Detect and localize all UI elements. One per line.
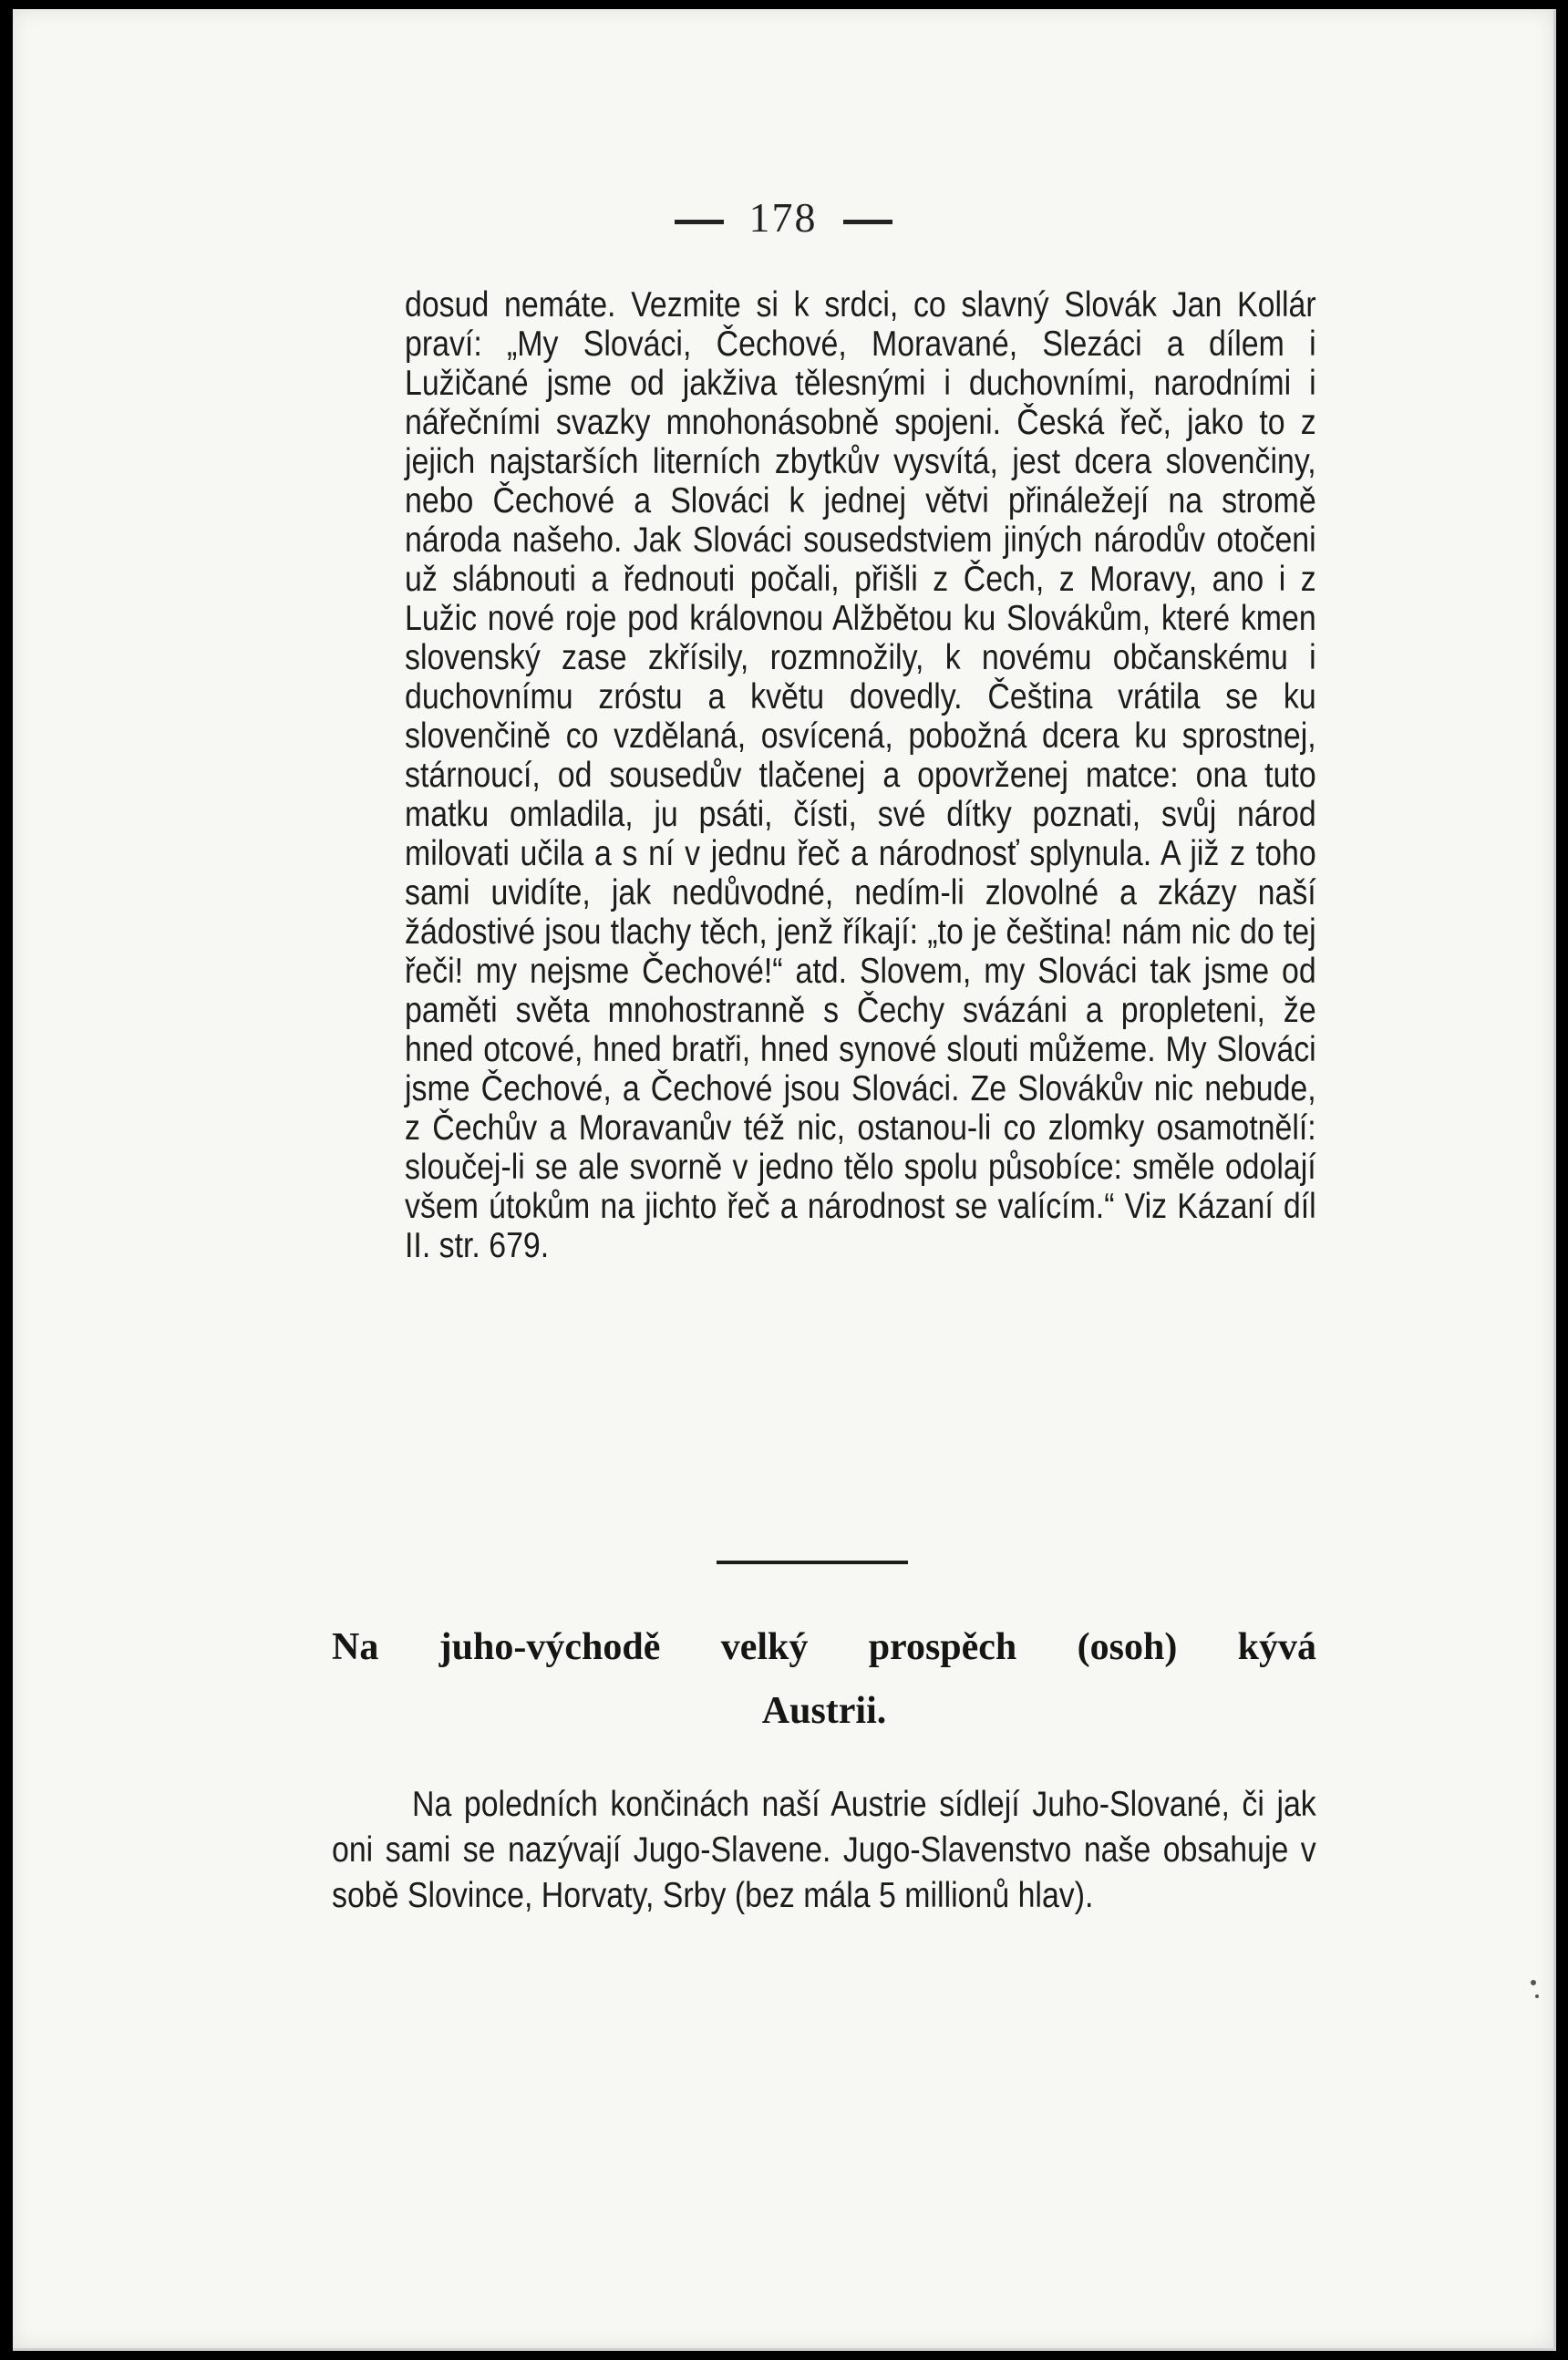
section-heading-line-1: Na juho-východě velký prospěch (osoh) kývá	[332, 1626, 1316, 1668]
page-number: 178	[748, 194, 818, 241]
book-page	[13, 9, 1556, 2351]
section-paragraph: Na poledních končinách naší Austrie sídlejí Juho-Slované, či jak oni sami se nazývají Jugo-Slavene. Jugo-Slavenstvo naše obsahuje v sobě Slovince, Horvaty, Srby (bez mála 5 millionů hlav).	[332, 1785, 1316, 1915]
body-text-block	[405, 285, 1316, 1265]
paper-speck	[1535, 1994, 1539, 1998]
body-paragraph: dosud nemáte. Vezmite si k srdci, co slavný Slovák Jan Kollár praví: „My Slováci, Čechové, Moravané, Slezáci a dílem i Lužičané jsme od jakživa tělesnými i duchovními, narodními i nářečními svazky mnohonásobně spojeni. Česká řeč, jako to z jejich najstarších literních zbytkův vysvítá, jest dcera slovenčiny, nebo Čechové a Slováci k jednej větvi přináležejí na stromě národa našeho. Jak Slováci sousedstviem jiných národův otočeni už slábnouti a řednouti počali, přišli z Čech, z Moravy, ano i z Lužic nové roje pod královnou Alžbětou ku Slovákům, které kmen slovenský zase zkřísily, rozmnožily, k novému občanskému i duchovnímu zróstu a květu dovedly. Čeština vrátila se ku slovenčině co vzdělaná, osvícená, pobožná dcera ku sprostnej, stárnoucí, od sousedův tlačenej a opovrženej matce: ona tuto matku omladila, ju psáti, čísti, své dítky poznati, svůj národ milovati učila a s ní v jednu řeč a národnosť splynula. A již z toho sami uvidíte, jak nedůvodné, nedím-li zlovolné a zkázy naší žádostivé jsou tlachy těch, jenž říkají: „to je čeština! nám nic do tej řeči! my nejsme Čechové!“ atd. Slovem, my Slováci tak jsme od paměti světa mnohostranně s Čechy svázáni a propleteni, že hned otcové, hned bratři, hned synové slouti můžeme. My Slováci jsme Čechové, a Čechové jsou Slováci. Ze Slovákův nic nebude, z Čechův a Moravanův též nic, ostanou-li co zlomky osamotnělí: sloučej-li se ale svorně v jedno tělo spolu působíce: směle odolají všem útokům na jichto řeč a národnost se valícím.“ Viz Kázaní díl II. str. 679.	[405, 285, 1316, 1265]
section-divider	[717, 1561, 908, 1564]
header-dash-left	[675, 220, 724, 224]
section-text-block	[332, 1782, 1316, 1919]
paper-speck	[1531, 1980, 1536, 1985]
section-heading-line-2: Austrii.	[761, 1690, 887, 1732]
header-dash-right	[843, 220, 892, 224]
page-header	[13, 193, 1553, 242]
